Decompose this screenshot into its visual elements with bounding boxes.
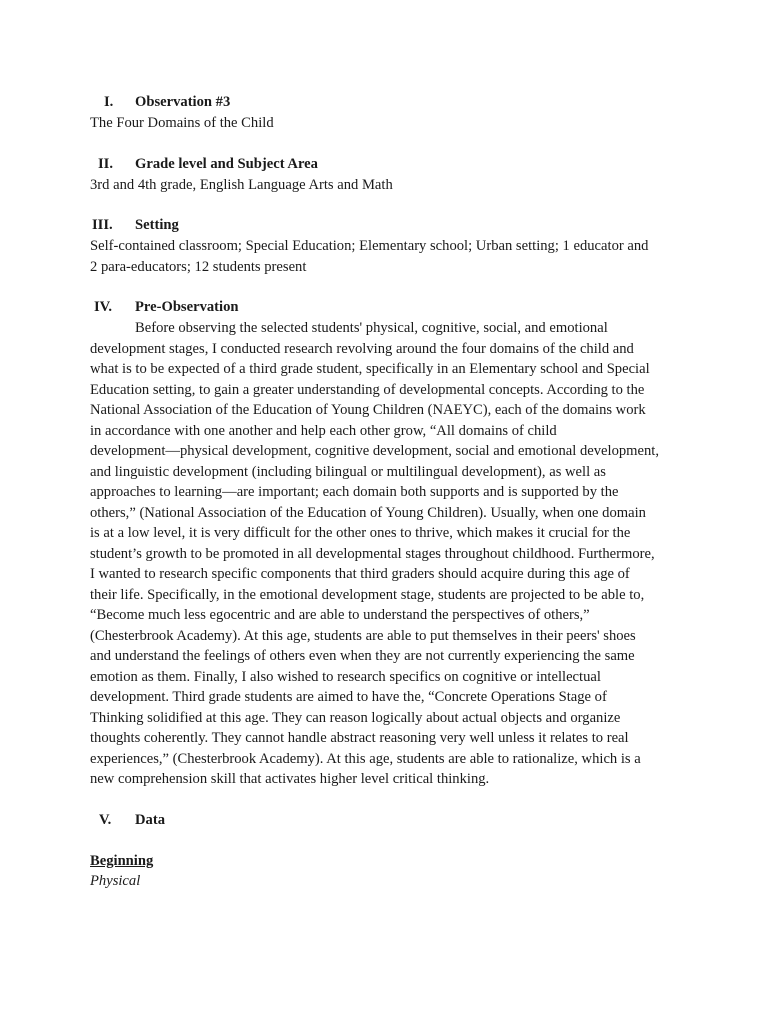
paragraph-line: (Chesterbrook Academy). At this age, students are able to put themselves in their peers' shoes: [90, 627, 636, 644]
data-subsubheading: Physical: [90, 873, 141, 889]
paragraph-line: in accordance with one another and help each other grow, “All domains of child: [90, 422, 557, 439]
paragraph-line: emotion as them. Finally, I also wished to research specifics on cognitive or intellectual: [90, 668, 601, 685]
paragraph-line: and linguistic development (including bilingual or multilingual development), as well as: [90, 463, 606, 480]
section-number-5: V.: [99, 811, 112, 828]
section-body-2-line-1: 3rd and 4th grade, English Language Arts and Math: [90, 176, 393, 193]
data-subheading: Beginning: [90, 852, 154, 869]
section-heading-1: [90, 92, 680, 113]
section-body-1-line-1: The Four Domains of the Child: [90, 115, 274, 131]
document-content: [90, 92, 680, 892]
paragraph-line: Education setting, to gain a greater understanding of developmental concepts. According to the: [90, 381, 645, 398]
paragraph-line: Thinking solidified at this age. They can reason logically about actual objects and organize: [90, 709, 621, 726]
section-heading-4: [90, 297, 680, 318]
section-number-2: II.: [98, 155, 114, 172]
section-number-4: IV.: [94, 299, 112, 315]
pre-observation-paragraph: [90, 318, 680, 790]
paragraph-line: what is to be expected of a third grade student, specifically in an Elementary school and Special: [90, 361, 650, 377]
paragraph-line: their life. Specifically, in the emotional development stage, students are projected to be able to,: [90, 586, 645, 603]
section-number-1: I.: [104, 94, 114, 110]
paragraph-line: development stages, I conducted research revolving around the four domains of the child and: [90, 340, 634, 357]
paragraph-line: development. Third grade students are aimed to have the, “Concrete Operations Stage of: [90, 689, 607, 705]
paragraph-line: thoughts coherently. They cannot handle abstract reasoning very well unless it relates to real: [90, 730, 629, 746]
section-body-3-line-1: Self-contained classroom; Special Education; Elementary school; Urban setting; 1 educator and: [90, 238, 649, 254]
section-body-3-line-2: 2 para-educators; 12 students present: [90, 258, 307, 275]
paragraph-line: student’s growth to be promoted in all developmental stages throughout childhood. Furthermore,: [90, 545, 655, 562]
section-title-2: Grade level and Subject Area: [135, 155, 318, 172]
section-heading-5: [90, 810, 680, 831]
paragraph-line: and understand the feelings of others even when they are not currently experiencing the same: [90, 648, 635, 664]
paragraph-line: I wanted to research specific components that third graders should acquire during this age of: [90, 566, 630, 582]
section-number-3: III.: [92, 217, 113, 233]
paragraph-line: new comprehension skill that activates higher level critical thinking.: [90, 771, 490, 787]
section-title-5: Data: [135, 811, 165, 828]
paragraph-line: is at a low level, it is very difficult for the other ones to thrive, which makes it crucial for the: [90, 525, 631, 541]
paragraph-line: development—physical development, cognitive development, social and emotional development,: [90, 443, 659, 459]
section-title-4: Pre-Observation: [135, 299, 239, 315]
paragraph-line: others,” (National Association of the Education of Young Children). Usually, when one domain: [90, 504, 646, 521]
section-title-3: Setting: [135, 217, 179, 233]
paragraph-line: experiences,” (Chesterbrook Academy). At this age, students are able to rationalize, which is a: [90, 750, 641, 767]
paragraph-line: approaches to learning—are important; each domain both supports and is supported by the: [90, 484, 619, 500]
paragraph-line: “Become much less egocentric and are able to understand the perspectives of others,”: [90, 607, 590, 623]
paragraph-line: National Association of the Education of Young Children (NAEYC), each of the domains work: [90, 402, 646, 418]
paragraph-line: Before observing the selected students' physical, cognitive, social, and emotional: [135, 320, 608, 336]
section-title-1: Observation #3: [135, 94, 231, 110]
section-heading-3: [90, 215, 680, 236]
section-heading-2: [90, 154, 680, 175]
